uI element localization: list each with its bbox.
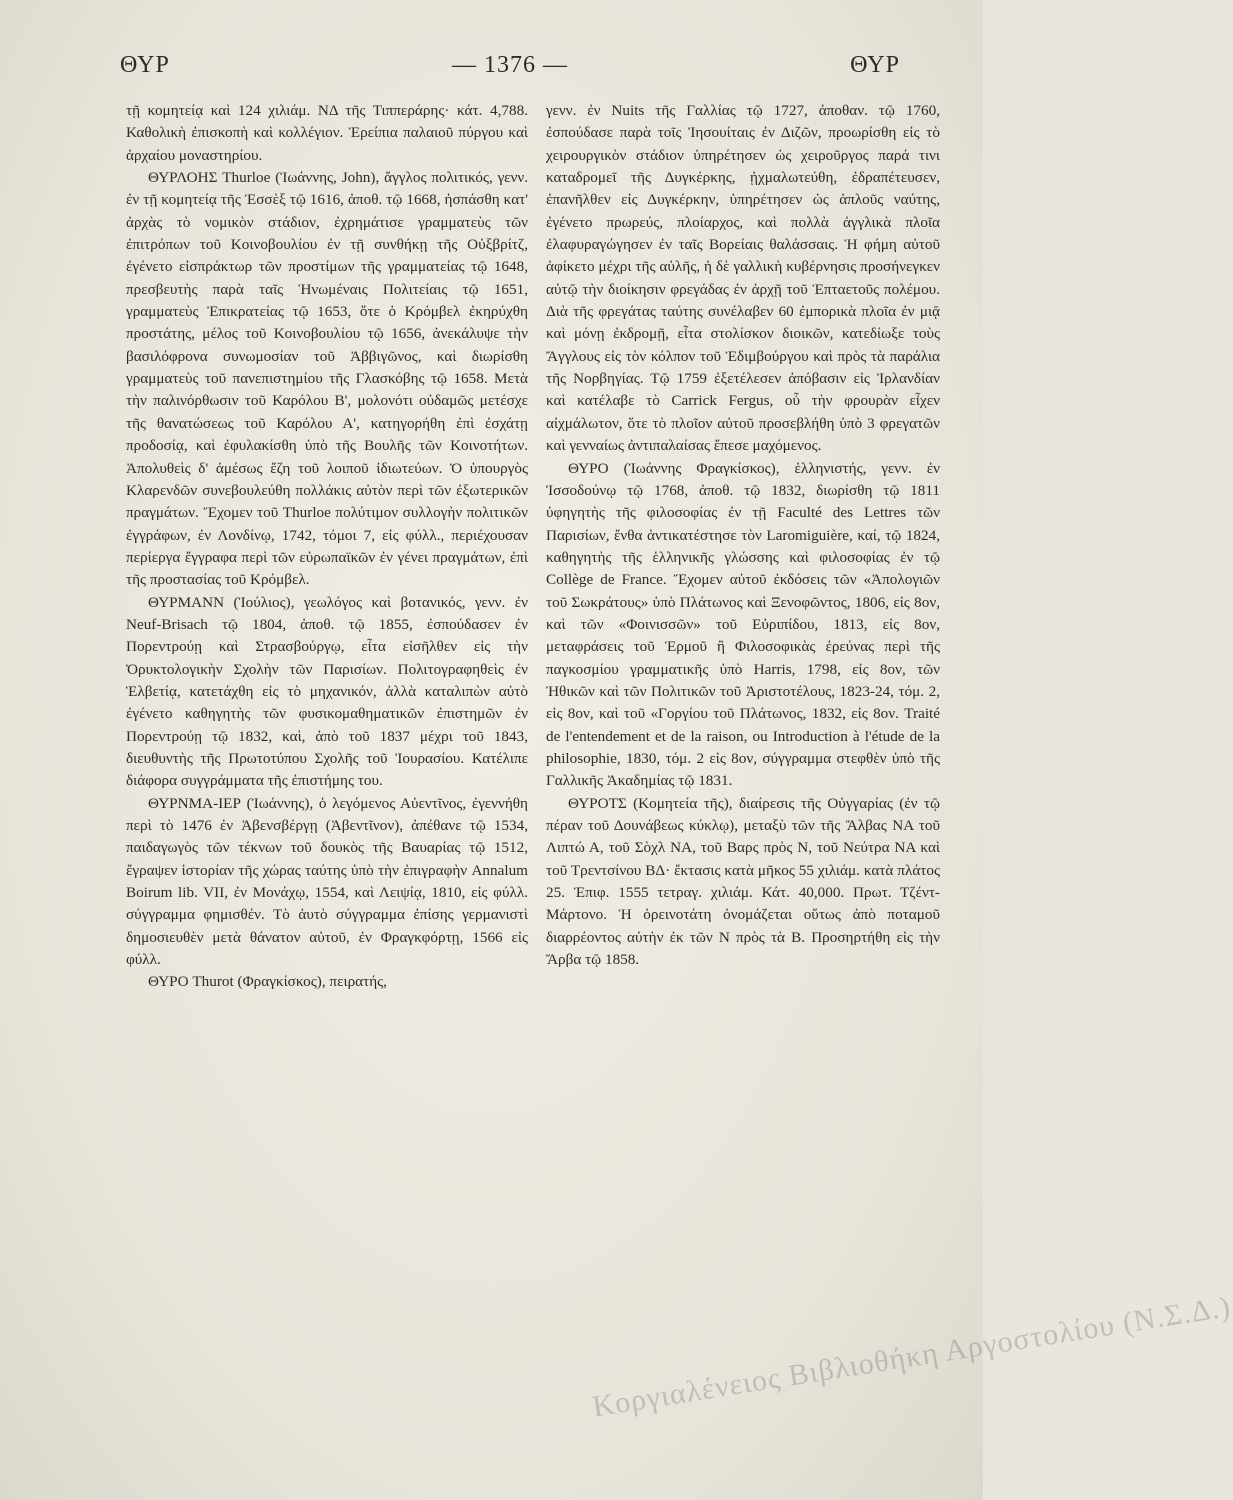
entry-thurot-francois: ΘΥΡΟ Thurot (Φραγκίσκος), πειρατής,: [148, 973, 387, 991]
entry-thurot-jean-francois: ΘΥΡΟ (Ἰωάννης Φραγκίσκος), ἑλληνιστής, γενν. ἐν Ἰσσοδούνῳ τῷ 1768, ἀποθ. τῷ 1832, διωρίσθη τῷ 1811 ὑφηγητὴς τῆς φιλοσοφίας ἐν τῇ Faculté des Lettres τῶν Παρισίων, ἔνθα ἀντικατέστησε τὸν Laromiguière, καί, τῷ 1824, καθηγητὴς τῆς ἑλληνικῆς γλώσσης καὶ φιλοσοφίας ἐν τῷ Collège de France. Ἔχομεν αὐτοῦ ἐκδόσεις τῶν «Ἀπολογιῶν τοῦ Σωκράτους» ὑπὸ Πλάτωνος καὶ Ξενοφῶντος, 1806, εἰς 8ον, καὶ τῶν «Φοινισσῶν» τοῦ Εὐριπίδου, 1813, εἰς 8ον, μεταφράσεις τοῦ Ἑρμοῦ ἢ Φιλοσοφικὰς ἐρεύνας περὶ τῆς παγκοσμίου γραμματικῆς ὑπὸ Harris, 1798, εἰς 8ον, τῶν Ἠθικῶν καὶ τῶν Πολιτικῶν τοῦ Ἀριστοτέλους, 1823-24, τόμ. 2, εἰς 8ον, καὶ τοῦ «Γοργίου τοῦ Πλάτωνος, 1832, εἰς 8ον. Traité de l'entendement et de la raison, ou Introduction à l'étude de la philosophie, 1830, τόμ. 2 εἰς 8ον, σύγγραμμα στεφθὲν ὑπὸ τῆς Γαλλικῆς Ἀκαδημίας τῷ 1831.: [546, 459, 940, 790]
left-column: [126, 100, 528, 994]
header-right-guide-word: ΘΥΡ: [850, 52, 900, 78]
running-header: [120, 52, 900, 82]
entry-thurmann: ΘΥΡΜΑΝΝ (Ἰούλιος), γεωλόγος καὶ βοτανικός, γενν. ἐν Neuf-Brisach τῷ 1804, ἀποθ. τῷ 1855, ἐσπούδασεν ἐν Πορεντρούῃ καὶ Στρασβούργῳ, εἶτα εἰσῆλθεν εἰς τὴν Ὀρυκτολογικὴν Σχολὴν τῶν Παρισίων. Πολιτογραφηθεὶς ἐν Ἑλβετίᾳ, κατετάχθη εἰς τὸ μηχανικόν, ἀλλὰ καταλιπὼν αὐτὸ ἐγένετο καθηγητὴς τῶν φυσικομαθηματικῶν ἐπιστημῶν ἐν Πορεντρούῃ τῷ 1832, καὶ, ἀπὸ τοῦ 1837 μέχρι τοῦ 1843, διευθυντὴς τῆς Πρωτοτύπου Σχολῆς τοῦ Ἰουρασίου. Κατέλιπε διάφορα συγγράμματα τῆς ἐπιστήμης του.: [126, 593, 528, 790]
entry-thurloe: ΘΥΡΛΟΗΣ Thurloe (Ἰωάννης, John), ἄγγλος πολιτικός, γενν. ἐν τῇ κομητείᾳ τῆς Ἐσσὲξ τῷ 1616, ἀποθ. τῷ 1668, ἠσπάσθη κατ' ἀρχὰς τὸ νομικὸν στάδιον, ἐχρημάτισε γραμματεὺς τῶν ἐπιτρόπων τοῦ Κοινοβουλίου ἐν τῇ συνθήκῃ τῆς Οὐξβρίτζ, ἐγένετο εἰσπράκτωρ τῶν προστίμων τῆς γραμματείας τῷ 1648, πρεσβευτὴς παρὰ ταῖς Ἡνωμέναις Πολιτείαις τῷ 1651, γραμματεὺς Ἐπικρατείας τῷ 1653, ὅτε ὁ Κρόμβελ ἐκηρύχθη προστάτης, μέλος τοῦ Κοινοβουλίου τῷ 1656, ἀνεκάλυψε τὴν βασιλόφρονα συνωμοσίαν τοῦ Ἀββιγῶνος, καὶ διωρίσθη γραμματεὺς τοῦ πανεπιστημίου τῆς Γλασκόβης τῷ 1658. Μετὰ τὴν παλινόρθωσιν τοῦ Καρόλου Β', μολονότι οὐδαμῶς μετέσχε τῆς θανατώσεως τοῦ Καρόλου Α', κατηγορήθη ἐπὶ ἐσχάτῃ προδοσίᾳ, καὶ ἐφυλακίσθη ὑπὸ τῆς Βουλῆς τῶν Κοινοτήτων. Ἀπολυθεὶς δ' ἀμέσως ἔζη τοῦ λοιποῦ ἰδιωτεύων. Ὁ ὑπουργὸς Κλαρενδῶν συνεβουλεύθη πολλάκις αὐτὸν περὶ τῶν ἐξωτερικῶν πραγμάτων. Ἔχομεν τοῦ Thurloe πολύτιμον συλλογὴν πολιτικῶν ἐγγράφων, ἐν Λονδίνῳ, 1742, τόμοι 7, εἰς φύλλ., περιέχουσαν περίεργα ἔγγραφα περὶ τῶν εὐρωπαϊκῶν ἐν γένει πραγμάτων, ἐπὶ τῆς προστασίας τοῦ Κρόμβελ.: [126, 169, 528, 589]
entry-thurot-continuation: γενν. ἐν Nuits τῆς Γαλλίας τῷ 1727, ἀποθαν. τῷ 1760, ἐσπούδασε παρὰ τοῖς Ἰησουίταις ἐν Διζῶν, προωρίσθη εἰς τὸ χειρουργικὸν στάδιον ὑπηρέτησεν ὡς χειροῦργος παρά τινι καταδρομεῖ τῆς Δυγκέρκης, ᾐχμαλωτεύθη, ἐδραπέτευσεν, ἐπανῆλθεν εἰς Δυγκέρκην, ὑπηρέτησεν ὡς ἁπλοῦς ναύτης, ἐγένετο πρωρεύς, πλοίαρχος, καὶ πολλὰ ἀγγλικὰ πλοῖα ἐλαφυραγώγησεν ἐν ταῖς Βορείαις θαλάσσαις. Ἡ φήμη αὐτοῦ ἀφίκετο μέχρι τῆς αὐλῆς, ἡ δὲ γαλλικὴ κυβέρνησις προσήνεγκεν αὐτῷ τὴν διοίκησιν φρεγάδας ἐν ἀρχῇ τοῦ Ἑπταετοῦς πολέμου. Διὰ τῆς φρεγάτας ταύτης συνέλαβεν 60 ἐμπορικὰ πλοῖα ἐν μιᾷ καὶ μόνῃ ἐκδρομῇ, εἶτα στολίσκον διοικῶν, κατεδίωξε τοὺς Ἄγγλους εἰς τὸν κόλπον τοῦ Ἐδιμβούργου καὶ πρὸς τὰ παράλια τῆς Νορβηγίας. Τῷ 1759 ἐξετέλεσεν ἀπόβασιν εἰς Ἰρλανδίαν καὶ κατέλαβε τὸ Carrick Fergus, οὗ τὴν φρουρὰν εἶχεν αἰχμάλωτον, ὅτε τὸ πλοῖον αὐτοῦ προσεβλήθη ὑπὸ 3 φρεγατῶν καὶ γενναίως ἀντιπαλαίσας ἔπεσε μαχόμενος.: [546, 102, 940, 455]
right-column: [546, 100, 940, 971]
entry-thurnmaier: ΘΥΡΝΜΑ-ΙΕΡ (Ἰωάννης), ὁ λεγόμενος Αὐεντῖνος, ἐγεννήθη περὶ τὸ 1476 ἐν Ἀβενσβέργῃ (Ἀβεντῖνον), ἀπέθανε τῷ 1534, παιδαγωγὸς τῶν τέκνων τοῦ δουκὸς τῆς Βαυαρίας τῷ 1512, ἔγραψεν ἱστορίαν τῆς χώρας ταύτης ὑπὸ τὴν ἐπιγραφὴν Annalum Boirum lib. VII, ἐν Μονάχῳ, 1554, καὶ Λειψίᾳ, 1810, εἰς φύλλ. σύγγραμμα φημισθέν. Τὸ ἀυτὸ σύγγραμμα ἐπίσης γερμανιστὶ δημοσιευθὲν μετὰ θάνατον αὐτοῦ, ἐν Φραγκφόρτῃ, 1566 εἰς φύλλ.: [126, 794, 528, 969]
entry-thurocz-county: ΘΥΡΟΤΣ (Κομητεία τῆς), διαίρεσις τῆς Οὑγγαρίας (ἐν τῷ πέραν τοῦ Δουνάβεως κύκλῳ), μεταξὺ τῶν τῆς Ἄλβας ΝΑ τοῦ Λιπτώ Α, τοῦ Σὸχλ ΝΑ, τοῦ Βαρς πρὸς Ν, τοῦ Νεύτρα ΝΑ καὶ τοῦ Τρεντσίνου ΒΔ· ἔκτασις κατὰ μῆκος 55 χιλιάμ. κατὰ πλάτος 25. Ἐπιφ. 1555 τετραγ. χιλιάμ. Κάτ. 40,000. Πρωτ. Τζέντ-Μάρτονο. Ἡ ὀρεινοτάτη ὀνομάζεται οὕτως ἀπὸ ποταμοῦ διαρρέοντος αὐτὴν ἐκ τῶν Ν πρὸς τὰ Β. Προσηρτήθη εἰς τὴν Ἄρβα τῷ 1858.: [546, 794, 940, 969]
header-left-guide-word: ΘΥΡ: [120, 52, 170, 78]
library-watermark: Κοργιαλένειος Βιβλιοθήκη Αργοστολίου (Ν.Σ.Δ.): [590, 1289, 1233, 1424]
page-number: — 1376 —: [452, 52, 568, 78]
entry-continuation: τῇ κομητείᾳ καὶ 124 χιλιάμ. ΝΔ τῆς Τιππεράρης· κάτ. 4,788. Καθολικὴ ἐπισκοπὴ καὶ κολλέγιον. Ἐρείπια παλαιοῦ πύργου καὶ ἀρχαίου μοναστηρίου.: [126, 102, 528, 164]
